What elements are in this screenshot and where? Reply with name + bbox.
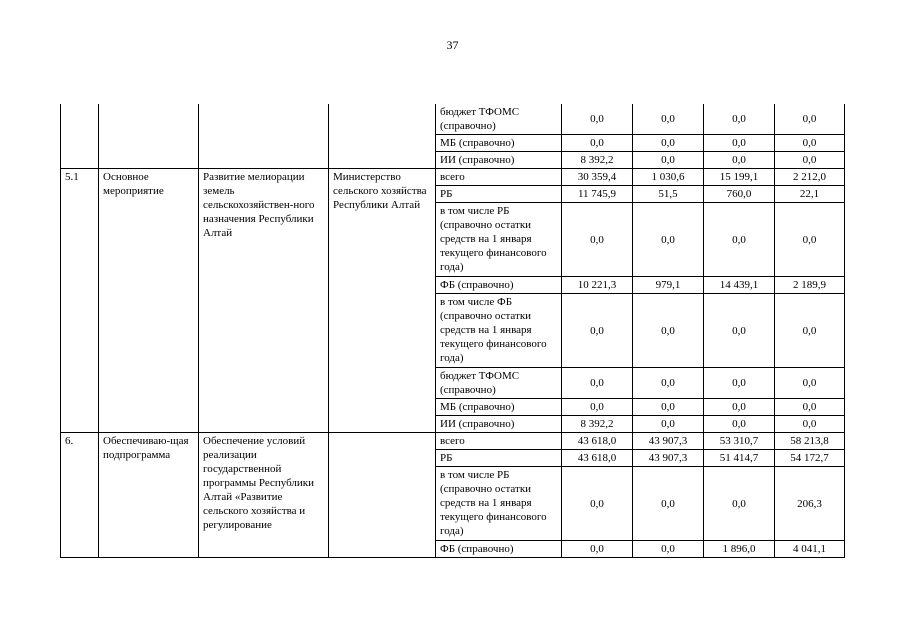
source-cell: ИИ (справочно): [436, 152, 562, 169]
value-cell: 0,0: [633, 368, 704, 399]
section-number: 6.: [61, 433, 99, 558]
source-cell: МБ (справочно): [436, 399, 562, 416]
value-cell: 0,0: [562, 541, 633, 558]
source-cell: бюджет ТФОМС (справочно): [436, 104, 562, 135]
value-cell: 0,0: [704, 294, 775, 368]
value-cell: 0,0: [775, 399, 845, 416]
value-cell: 22,1: [775, 186, 845, 203]
value-cell: 14 439,1: [704, 277, 775, 294]
value-cell: 1 030,6: [633, 169, 704, 186]
value-cell: 11 745,9: [562, 186, 633, 203]
value-cell: 0,0: [633, 152, 704, 169]
value-cell: 51 414,7: [704, 450, 775, 467]
source-cell: в том числе ФБ (справочно остатки средств на 1 января текущего финансового года): [436, 294, 562, 368]
value-cell: 0,0: [704, 416, 775, 433]
source-cell: РБ: [436, 186, 562, 203]
value-cell: 0,0: [633, 203, 704, 277]
value-cell: 0,0: [562, 135, 633, 152]
value-cell: 760,0: [704, 186, 775, 203]
value-cell: 4 041,1: [775, 541, 845, 558]
value-cell: 30 359,4: [562, 169, 633, 186]
value-cell: 0,0: [775, 203, 845, 277]
source-cell: РБ: [436, 450, 562, 467]
value-cell: 0,0: [562, 203, 633, 277]
value-cell: 1 896,0: [704, 541, 775, 558]
source-cell: всего: [436, 169, 562, 186]
value-cell: 53 310,7: [704, 433, 775, 450]
value-cell: 0,0: [704, 203, 775, 277]
source-cell: ФБ (справочно): [436, 541, 562, 558]
value-cell: 43 618,0: [562, 450, 633, 467]
type-cell: [99, 104, 199, 169]
value-cell: 0,0: [775, 135, 845, 152]
value-cell: 43 907,3: [633, 433, 704, 450]
source-cell: в том числе РБ (справочно остатки средств на 1 января текущего финансового года): [436, 203, 562, 277]
section-type: Основное мероприятие: [99, 169, 199, 433]
section-executor: Министерство сельского хозяйства Республики Алтай: [329, 169, 436, 433]
executor-cell: [329, 104, 436, 169]
table-row: [61, 433, 845, 450]
section-name: Развитие мелиорации земель сельскохозяйствен-ного назначения Республики Алтай: [199, 169, 329, 433]
value-cell: 8 392,2: [562, 416, 633, 433]
value-cell: 54 172,7: [775, 450, 845, 467]
section-name: Обеспечение условий реализации государственной программы Республики Алтай «Развитие сельского хозяйства и регулирование: [199, 433, 329, 558]
value-cell: 0,0: [562, 467, 633, 541]
source-cell: всего: [436, 433, 562, 450]
value-cell: 0,0: [633, 135, 704, 152]
value-cell: 0,0: [704, 152, 775, 169]
source-cell: МБ (справочно): [436, 135, 562, 152]
value-cell: 0,0: [775, 416, 845, 433]
table-row: [61, 104, 845, 135]
value-cell: 0,0: [633, 541, 704, 558]
value-cell: 58 213,8: [775, 433, 845, 450]
value-cell: 0,0: [704, 104, 775, 135]
source-cell: ИИ (справочно): [436, 416, 562, 433]
value-cell: 0,0: [775, 294, 845, 368]
section-type: Обеспечиваю-щая подпрограмма: [99, 433, 199, 558]
section-executor: [329, 433, 436, 558]
source-cell: в том числе РБ (справочно остатки средств на 1 января текущего финансового года): [436, 467, 562, 541]
value-cell: 43 618,0: [562, 433, 633, 450]
value-cell: 0,0: [562, 294, 633, 368]
value-cell: 0,0: [775, 152, 845, 169]
value-cell: 0,0: [633, 416, 704, 433]
budget-table: [60, 104, 845, 558]
value-cell: 0,0: [633, 399, 704, 416]
value-cell: 0,0: [704, 467, 775, 541]
value-cell: 2 212,0: [775, 169, 845, 186]
source-cell: ФБ (справочно): [436, 277, 562, 294]
page-number: 37: [446, 38, 459, 52]
value-cell: 0,0: [562, 368, 633, 399]
value-cell: 0,0: [775, 368, 845, 399]
value-cell: 206,3: [775, 467, 845, 541]
value-cell: 8 392,2: [562, 152, 633, 169]
value-cell: 0,0: [633, 467, 704, 541]
value-cell: 979,1: [633, 277, 704, 294]
value-cell: 15 199,1: [704, 169, 775, 186]
value-cell: 0,0: [633, 294, 704, 368]
value-cell: 0,0: [562, 104, 633, 135]
value-cell: 10 221,3: [562, 277, 633, 294]
value-cell: 2 189,9: [775, 277, 845, 294]
value-cell: 0,0: [562, 399, 633, 416]
value-cell: 0,0: [704, 135, 775, 152]
section-number: 5.1: [61, 169, 99, 433]
value-cell: 51,5: [633, 186, 704, 203]
source-cell: бюджет ТФОМС (справочно): [436, 368, 562, 399]
value-cell: 0,0: [704, 368, 775, 399]
value-cell: 0,0: [775, 104, 845, 135]
name-cell: [199, 104, 329, 169]
table-row: [61, 169, 845, 186]
value-cell: 0,0: [704, 399, 775, 416]
value-cell: 43 907,3: [633, 450, 704, 467]
num-cell: [61, 104, 99, 169]
value-cell: 0,0: [633, 104, 704, 135]
